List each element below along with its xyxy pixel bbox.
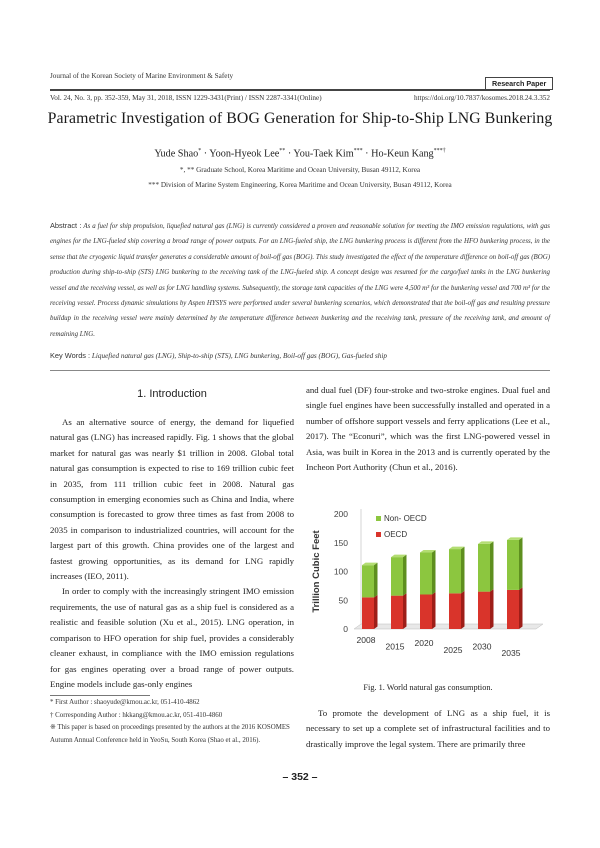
bar-segment <box>420 595 432 630</box>
bar-side <box>432 592 436 629</box>
abstract-label: Abstract : <box>50 221 82 230</box>
bar-segment <box>362 597 374 629</box>
bar-side <box>374 563 378 598</box>
x-tick-label: 2020 <box>414 638 434 649</box>
author-mark: ** <box>279 148 286 154</box>
section-heading: 1. Introduction <box>137 388 207 400</box>
bar-segment <box>420 553 432 595</box>
keywords-text: Liquefied natural gas (LNG), Ship-to-ship (STS), LNG bunkering, Boil-off gas (BOG), Gas-fueled ship <box>91 352 387 360</box>
x-tick-label: 2025 <box>443 644 463 655</box>
bar-segment <box>478 592 490 629</box>
author-name: You-Taek Kim <box>293 148 354 160</box>
legend-label: Non- OECD <box>384 514 427 523</box>
header-rule <box>50 89 550 91</box>
bar-segment <box>507 590 519 629</box>
bar-side <box>490 541 494 591</box>
bar-segment <box>449 549 461 593</box>
footnotes <box>50 697 294 747</box>
legend-swatch <box>376 516 381 521</box>
y-axis-label: Trillion Cubic Feet <box>311 530 322 613</box>
figure-caption: Fig. 1. World natural gas consumption. <box>363 683 493 692</box>
x-tick-label: 2030 <box>472 641 492 652</box>
bar-side <box>519 587 523 629</box>
y-tick-label: 50 <box>338 595 348 606</box>
author-list <box>0 148 600 159</box>
bar-segment <box>362 565 374 597</box>
paragraph: In order to comply with the increasingly stringent IMO emission requirements, the use of natural gas as a ship fuel is considered as a realistic and feasible solution (Xu et al., 2015). LNG operation, in comparison to HFO operation for ship fuel, provides a considerably cleaner exhaust, in compliance with the IMO emission regulations for gas engines operating over a broad range of power outputs. Engine models include gas-only engines <box>50 586 294 689</box>
y-tick-label: 200 <box>333 509 348 519</box>
y-tick-label: 150 <box>333 537 348 548</box>
x-tick-label: 2008 <box>356 635 376 645</box>
legend-label: OECD <box>384 530 408 539</box>
author-separator: · <box>285 148 294 160</box>
bar-side <box>461 591 465 629</box>
abstract-text: As a fuel for ship propulsion, liquefied natural gas (LNG) is currently considered a proven and reasonable solution for meeting the IMO emission regulations, with gas engines for the LNG-fueled ship covering a broad range of power outputs. For an LNG-fueled ship, the LNG bunkering process is different from the HFO bunkering process, in the sense that the cryogenic liquid transfer generates a considerable amount of boil-off gas (BOG). This study investigated the effect of the temperature difference on boil-off gas (BOG) production during ship-to-ship (STS) LNG bunkering to the receiving tank of the LNG-fueled ship. A concept design was resumed for the cargo/fuel tanks in the LNG bunkering vessel and the receiving vessel, as well as for LNG handling systems. Subsequently, the storage tank capacities of the LNG were 4,500 m³ for the bunkering vessel and 700 m³ for the receiving vessel. Process dynamic simulations by Aspen HYSYS were performed under several bunkering scenarios, which demonstrated that the boil-off gas and resulting pressure buildup in the receiving vessel were mainly determined by the temperature difference between bunkering and the receiving tank, pressure of the receiving tank, and amount of remaining LNG. <box>50 223 550 338</box>
left-column <box>50 415 294 692</box>
author-name: Ho-Keun Kang <box>371 148 434 160</box>
bar-segment <box>391 596 403 629</box>
bar-side <box>461 547 465 594</box>
bar-segment <box>478 544 490 592</box>
x-tick-label: 2015 <box>385 641 405 652</box>
affiliation-2: *** Division of Marine System Engineering, Korea Maritime and Ocean University, Busan 49112, Korea <box>148 181 452 189</box>
paragraph: and dual fuel (DF) four-stroke and two-stroke engines. Dual fuel and single fuel engines have been successfully installed and operated in a number of offshore support vessels and ferry applications (Lee et al., 2017). The “Econuri”, which was the first LNG-powered vessel in Asia, was built in Korea in the 2013 and is currently operated by the Incheon Port Authority (Chun et al., 2016). <box>306 385 550 473</box>
paragraph: As an alternative source of energy, the demand for liquefied natural gas (LNG) has increased rapidly. Fig. 1 shows that the global market for natural gas was nearly $1 trillion in 2008. Global total natural gas consumption is expected to rise to 169 trillion cubic feet in 2035, from 111 trillion cubic feet in 2008. Natural gas consumption in emerging economies such as China and India, where consumption is forecasted to grow three times as fast from 2008 to 2035 in comparison to industrialized countries, will account for the largest part of this growth. China provides one of the largest and fastest growing opportunities, as its demand for LNG rapidly increases (IEO, 2011). <box>50 417 294 582</box>
bar-side <box>432 550 436 594</box>
author-separator: · <box>362 148 372 160</box>
bar-side <box>374 595 378 629</box>
author-name: Yoon-Hyeok Lee <box>209 148 280 160</box>
abstract <box>50 218 550 342</box>
bar-segment <box>507 540 519 590</box>
right-column-top <box>306 383 550 475</box>
journal-name: Journal of the Korean Society of Marine Environment & Safety <box>50 72 234 80</box>
paragraph: To promote the development of LNG as a ship fuel, it is necessary to set up a complete set of infrastructural facilities and to drastically improve the legal system. There are primarily three <box>306 708 550 749</box>
footnote: * First Author : shaoyude@kmou.ac.kr, 051-410-4862 <box>50 699 200 706</box>
author-mark: *** <box>353 148 363 154</box>
keywords-label: Key Words : <box>50 351 91 360</box>
bar-segment <box>449 593 461 629</box>
section-divider <box>50 370 550 371</box>
affiliation-1: *, ** Graduate School, Korea Maritime and Ocean University, Busan 49112, Korea <box>179 166 421 174</box>
paper-title: Parametric Investigation of BOG Generation for Ship-to-Ship LNG Bunkering <box>47 110 553 127</box>
author-mark: * <box>198 148 202 154</box>
legend-swatch <box>376 532 381 537</box>
bar-side <box>403 593 407 629</box>
x-tick-label: 2035 <box>501 648 521 658</box>
footnote-rule <box>50 695 150 696</box>
y-tick-label: 100 <box>333 566 348 577</box>
footnote: † Corresponding Author : hkkang@kmou.ac.kr, 051-410-4860 <box>50 711 223 719</box>
keywords <box>50 351 550 360</box>
bar-side <box>403 555 407 596</box>
volume-info: Vol. 24, No. 3, pp. 352-359, May 31, 2018, ISSN 1229-3431(Print) / ISSN 2287-3341(Online) <box>50 94 322 102</box>
right-column-bottom <box>306 706 550 752</box>
article-type-badge: Research Paper <box>485 77 553 90</box>
doi-link[interactable]: https://doi.org/10.7837/kosomes.2018.24.3.352 <box>413 94 550 102</box>
bar-side <box>490 589 494 629</box>
natural-gas-chart <box>306 505 550 680</box>
author-separator: · <box>201 148 210 160</box>
author-name: Yude Shao <box>154 148 199 160</box>
y-tick-label: 0 <box>343 624 348 634</box>
footnote: ※ This paper is based on proceedings presented by the authors at the 2016 KOSOMES Autumn Annual Conference held in YeoSu, South Korea (Shao et al., 2016). <box>50 724 290 744</box>
author-mark: ***† <box>433 148 446 154</box>
bar-side <box>519 537 523 590</box>
bar-segment <box>391 557 403 596</box>
page-number: – 352 – <box>282 771 318 783</box>
